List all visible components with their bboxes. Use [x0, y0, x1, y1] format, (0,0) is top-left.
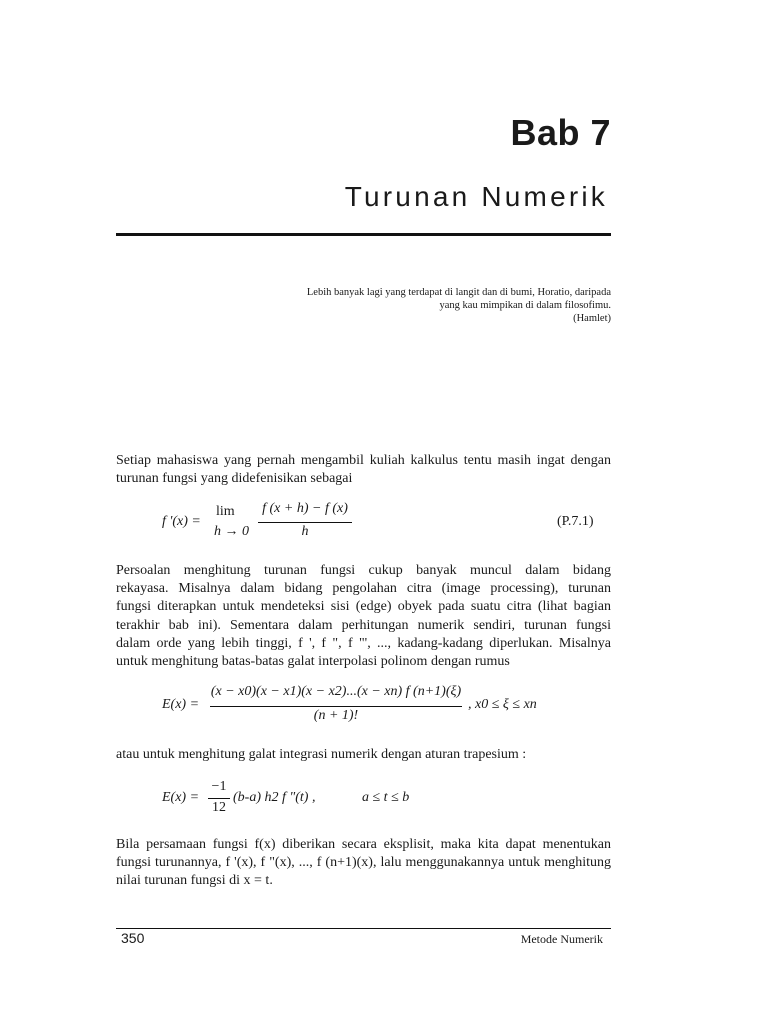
eq1-lim: lim: [216, 504, 235, 519]
eq2-lhs: E(x) =: [162, 697, 200, 712]
paragraph-line: atau untuk menghitung galat integrasi numerik dengan aturan trapesium :: [116, 747, 527, 762]
page-number: 350: [121, 930, 145, 946]
paragraph-line: fungsi diterapkan untuk mendeteksi sisi (edge) obyek pada suatu citra (lihat bagian: [116, 599, 611, 615]
paragraph-line: terakhir bab ini). Sementara dalam perhitungan numerik sendiri, turunan fungsi: [116, 617, 611, 633]
eq2-fraction-bar: [210, 706, 462, 707]
paragraph-explicit-function: [116, 836, 611, 891]
paragraph-line: untuk menghitung batas-batas galat interpolasi polinom dengan rumus: [116, 654, 510, 670]
eq3-fraction-bar: [208, 798, 230, 799]
paragraph-derivative-uses: [116, 562, 611, 671]
paragraph-line: Bila persamaan fungsi f(x) diberikan secara eksplisit, maka kita dapat menentukan: [116, 837, 611, 852]
paragraph-intro: [116, 452, 611, 488]
paragraph-line: fungsi turunannya, f '(x), f "(x), ..., f (n+1)(x), lalu menggunakannya untuk menghitung: [116, 855, 611, 871]
eq3-denominator: 12: [212, 800, 226, 815]
paragraph-line: Setiap mahasiswa yang pernah mengambil kuliah kalkulus tentu masih ingat dengan: [116, 453, 611, 468]
title-rule: [116, 233, 611, 236]
paragraph-line: rekayasa. Misalnya dalam bidang pengolahan citra (image processing), turunan: [116, 581, 611, 597]
eq1-lim-subscript: h → 0: [214, 524, 249, 539]
eq1-numerator: f (x + h) − f (x): [262, 501, 348, 516]
epigraph-line: yang kau mimpikan di dalam filosofimu.: [439, 300, 611, 311]
eq3-condition: a ≤ t ≤ b: [362, 790, 410, 805]
eq2-denominator: (n + 1)!: [313, 708, 359, 723]
eq1-denominator: h: [301, 524, 309, 539]
eq3-numerator: −1: [211, 779, 227, 794]
chapter-label: Bab 7: [510, 112, 611, 153]
epigraph-attribution: (Hamlet): [573, 313, 611, 324]
chapter-title: Turunan Numerik: [344, 181, 608, 212]
eq1-lhs: f '(x) =: [162, 514, 201, 529]
eq3-lhs: E(x) =: [162, 790, 200, 805]
paragraph-line: turunan fungsi yang didefenisikan sebagai: [116, 471, 353, 487]
paragraph-line: nilai turunan fungsi di x = t.: [116, 873, 273, 889]
eq2-numerator: (x − x0)(x − x1)(x − x2)...(x − xn) f (n+1)(ξ): [210, 684, 462, 699]
eq2-condition: , x0 ≤ ξ ≤ xn: [468, 697, 537, 712]
eq3-rest: (b-a) h2 f "(t) ,: [233, 790, 316, 805]
paragraph-trapezoid: [116, 746, 611, 764]
epigraph: [251, 286, 611, 325]
eq1-fraction-bar: [258, 522, 352, 523]
epigraph-line: Lebih banyak lagi yang terdapat di langit dan di bumi, Horatio, daripada: [306, 287, 611, 298]
footer-rule: [116, 928, 611, 929]
paragraph-line: dalam orde yang lebih tinggi, f ', f ", f "', ..., kadang-kadang diperlukan. Misalnya: [116, 635, 611, 651]
paragraph-line: Persoalan menghitung turunan fungsi cukup banyak muncul dalam bidang: [116, 563, 611, 578]
running-head: Metode Numerik: [520, 932, 603, 946]
eq1-label: (P.7.1): [557, 514, 594, 529]
